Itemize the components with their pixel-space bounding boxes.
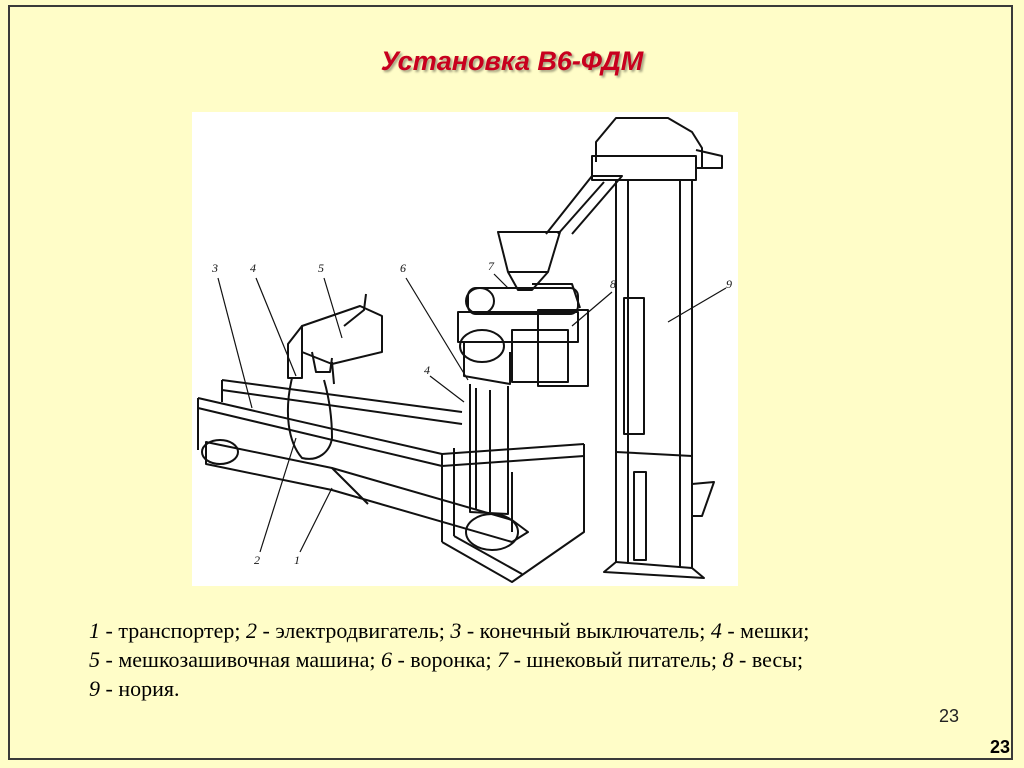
caption-text: - нория.: [100, 676, 180, 701]
slide-title: Установка В6-ФДМ: [380, 46, 644, 76]
callout-1: 1: [294, 553, 300, 567]
caption-number: 6: [380, 647, 392, 672]
callout-3: 3: [212, 261, 218, 275]
caption-text: - транспортер;: [100, 618, 246, 643]
caption-text: - конечный выключатель;: [461, 618, 711, 643]
figure-caption: [89, 616, 949, 703]
slide-number: 23: [990, 737, 1011, 757]
diagram-drawing: [198, 118, 722, 582]
caption-line: [89, 645, 949, 674]
caption-text: - шнековый питатель;: [508, 647, 723, 672]
page-number: 23: [939, 706, 960, 726]
callout-2: 2: [254, 553, 260, 567]
caption-number: 1: [89, 618, 100, 643]
diagram-leader-lines: [218, 274, 726, 552]
caption-text: - мешкозашивочная машина;: [100, 647, 381, 672]
caption-number: 5: [89, 647, 100, 672]
caption-number: 2: [246, 618, 257, 643]
equipment-diagram: [192, 112, 738, 586]
callout-4-top: 4: [250, 261, 256, 275]
caption-number: 4: [710, 618, 722, 643]
callout-5: 5: [318, 261, 324, 275]
caption-number: 7: [497, 647, 509, 672]
caption-line: [89, 616, 949, 645]
callout-6: 6: [400, 261, 406, 275]
callout-9: 9: [726, 277, 732, 291]
caption-number: 3: [450, 618, 462, 643]
caption-line: [89, 674, 949, 703]
caption-number: 8: [722, 647, 734, 672]
caption-text: - воронка;: [391, 647, 498, 672]
caption-text: - мешки;: [721, 618, 810, 643]
caption-text: - весы;: [733, 647, 804, 672]
callout-8: 8: [610, 277, 616, 291]
caption-number: 9: [89, 676, 100, 701]
caption-text: - электродвигатель;: [257, 618, 451, 643]
callout-7: 7: [488, 259, 494, 273]
callout-4: 4: [424, 363, 430, 377]
